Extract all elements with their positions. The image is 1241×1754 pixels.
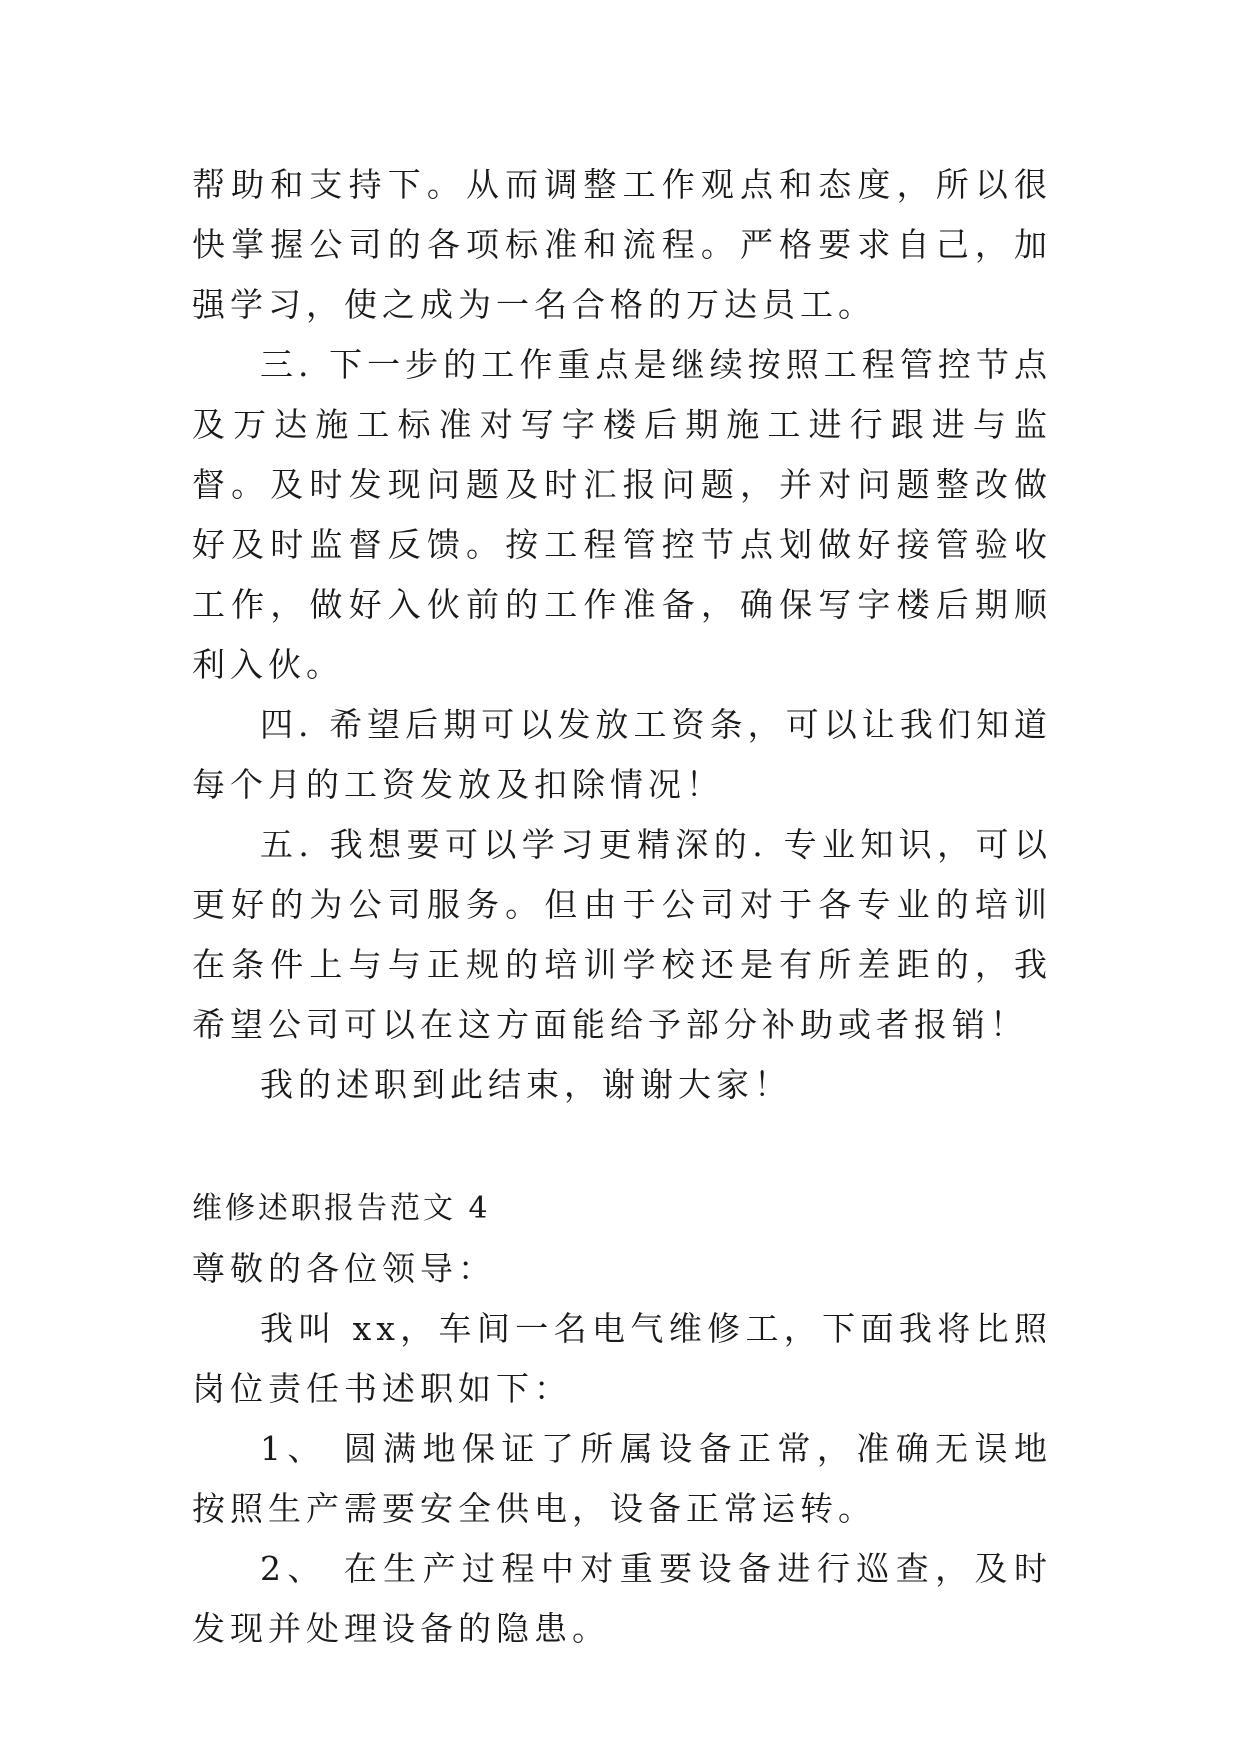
section-spacer [192, 1115, 1052, 1179]
document-body [192, 155, 1052, 1659]
paragraph-point-two: 2、 在生产过程中对重要设备进行巡查，及时发现并处理设备的隐患。 [192, 1549, 1052, 1648]
paragraph-point-one: 1、 圆满地保证了所属设备正常，准确无误地按照生产需要安全供电，设备正常运转。 [192, 1429, 1052, 1528]
paragraph-item-three: 三. 下一步的工作重点是继续按照工程管控节点及万达施工标准对写字楼后期施工进行跟进与监督。及时发现问题及时汇报问题，并对问题整改做好及时监督反馈。按工程管控节点划做好接管验收工作，做好入伙前的工作准备，确保写字楼后期顺利入伙。 [192, 345, 1052, 684]
paragraph-item-four: 四. 希望后期可以发放工资条，可以让我们知道每个月的工资发放及扣除情况！ [192, 705, 1052, 804]
paragraph-closing: 我的述职到此结束，谢谢大家！ [260, 1065, 792, 1104]
paragraph-item-five: 五. 我想要可以学习更精深的. 专业知识，可以更好的为公司服务。但由于公司对于各专业的培训在条件上与与正规的培训学校还是有所差距的，我希望公司可以在这方面能给予部分补助或者报销！ [192, 825, 1052, 1044]
paragraph-intro: 我叫 xx，车间一名电气维修工，下面我将比照岗位责任书述职如下： [192, 1309, 1052, 1408]
section-title: 维修述职报告范文 4 [192, 1191, 491, 1226]
salutation: 尊敬的各位领导： [192, 1249, 496, 1288]
paragraph-continuation: 帮助和支持下。从而调整工作观点和态度，所以很快掌握公司的各项标准和流程。严格要求自己，加强学习，使之成为一名合格的万达员工。 [192, 165, 1052, 324]
